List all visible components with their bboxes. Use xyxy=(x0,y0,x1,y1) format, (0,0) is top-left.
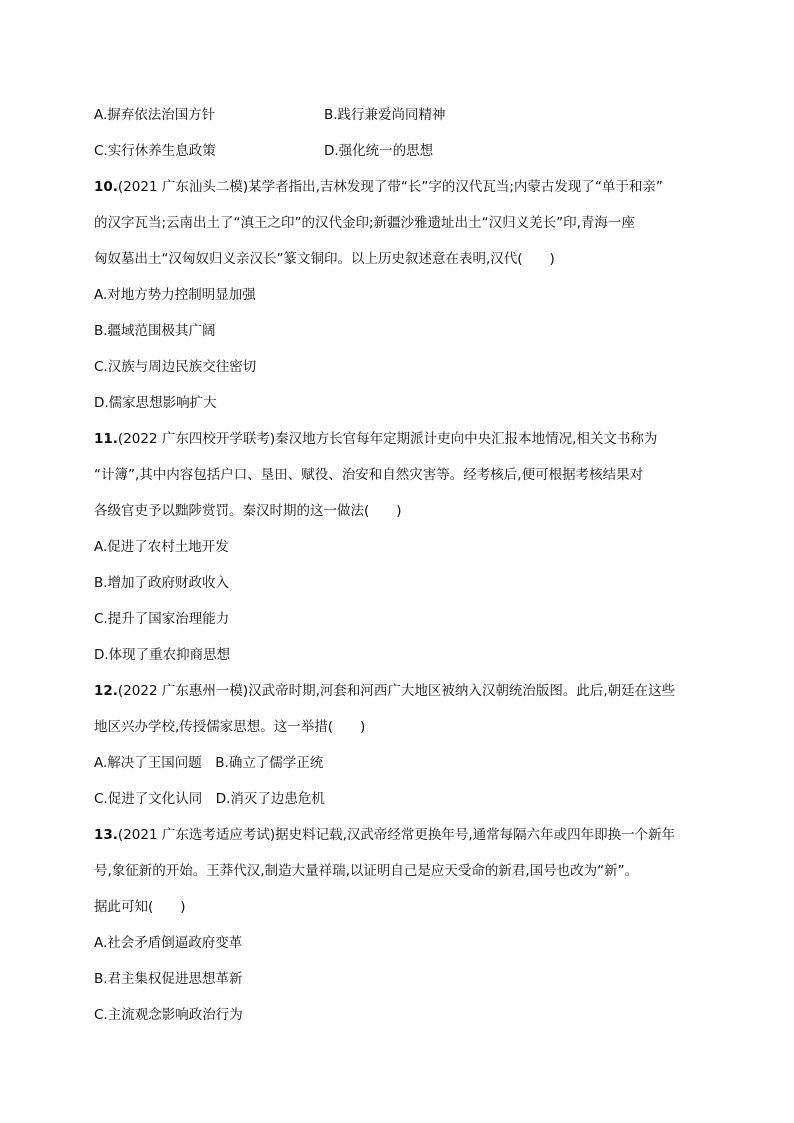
q10-stem-1: (2021 广东汕头二模)某学者指出,吉林发现了带“长”字的汉代瓦当;内蒙古发现了“单于和亲” xyxy=(117,179,663,195)
prev-option-c: C.实行休养生息政策 xyxy=(94,143,216,159)
q10-line-1 xyxy=(94,178,663,196)
q13-option-a: A.社会矛盾倒逼政府变革 xyxy=(94,935,243,951)
q10-option-a: A.对地方势力控制明显加强 xyxy=(94,287,256,303)
q12-stem-1: (2022 广东惠州一模)汉武帝时期,河套和河西广大地区被纳入汉朝统治版图。此后,朝廷在这些 xyxy=(117,683,676,699)
q12-options-cd: C.促进了文化认同 D.消灭了边患危机 xyxy=(94,791,325,807)
q11-option-c: C.提升了国家治理能力 xyxy=(94,611,230,627)
q12-line-1 xyxy=(94,682,675,700)
prev-option-b: B.践行兼爱尚同精神 xyxy=(324,107,446,123)
q13-stem-3: 据此可知( ) xyxy=(94,899,186,915)
q11-number: 11. xyxy=(94,431,118,447)
q12-stem-2: 地区兴办学校,传授儒家思想。这一举措( ) xyxy=(94,719,366,735)
q13-stem-2: 号,象征新的开始。王莽代汉,制造大量祥瑞,以证明自己是应天受命的新君,国号也改为“新”。 xyxy=(94,863,639,879)
q11-stem-1: (2022 广东四校开学联考)秦汉地方长官每年定期派计吏向中央汇报本地情况,相关文书称为 xyxy=(117,431,658,447)
prev-option-d: D.强化统一的思想 xyxy=(324,143,434,159)
q10-stem-3: 匈奴墓出土“汉匈奴归义亲汉长”篆文铜印。以上历史叙述意在表明,汉代( ) xyxy=(94,251,555,267)
q12-options-ab: A.解决了王国问题 B.确立了儒学正统 xyxy=(94,755,324,771)
q10-option-b: B.疆域范围极其广阔 xyxy=(94,323,216,339)
q11-stem-2: “计簿”,其中内容包括户口、垦田、赋役、治安和自然灾害等。经考核后,便可根据考核结果对 xyxy=(94,467,644,483)
q11-stem-3: 各级官吏予以黜陟赏罚。秦汉时期的这一做法( ) xyxy=(94,503,402,519)
q11-option-b: B.增加了政府财政收入 xyxy=(94,575,230,591)
q11-option-d: D.体现了重农抑商思想 xyxy=(94,647,231,663)
q10-option-d: D.儒家思想影响扩大 xyxy=(94,395,217,411)
q13-option-b: B.君主集权促进思想革新 xyxy=(94,971,243,987)
q10-option-c: C.汉族与周边民族交往密切 xyxy=(94,359,257,375)
q13-stem-1: (2021 广东选考适应考试)据史料记载,汉武帝经常更换年号,通常每隔六年或四年即换一个新年 xyxy=(117,827,676,843)
q10-number: 10. xyxy=(94,179,118,195)
q13-line-1 xyxy=(94,826,675,844)
q13-number: 13. xyxy=(94,827,118,843)
q12-number: 12. xyxy=(94,683,118,699)
prev-option-a: A.摒弃依法治国方针 xyxy=(94,107,216,123)
q10-stem-2: 的汉字瓦当;云南出土了“滇王之印”的汉代金印;新疆沙雅遗址出土“汉归义羌长”印,青海一座 xyxy=(94,215,635,231)
q13-option-c: C.主流观念影响政治行为 xyxy=(94,1007,243,1023)
q11-option-a: A.促进了农村土地开发 xyxy=(94,539,229,555)
q11-line-1 xyxy=(94,430,657,448)
